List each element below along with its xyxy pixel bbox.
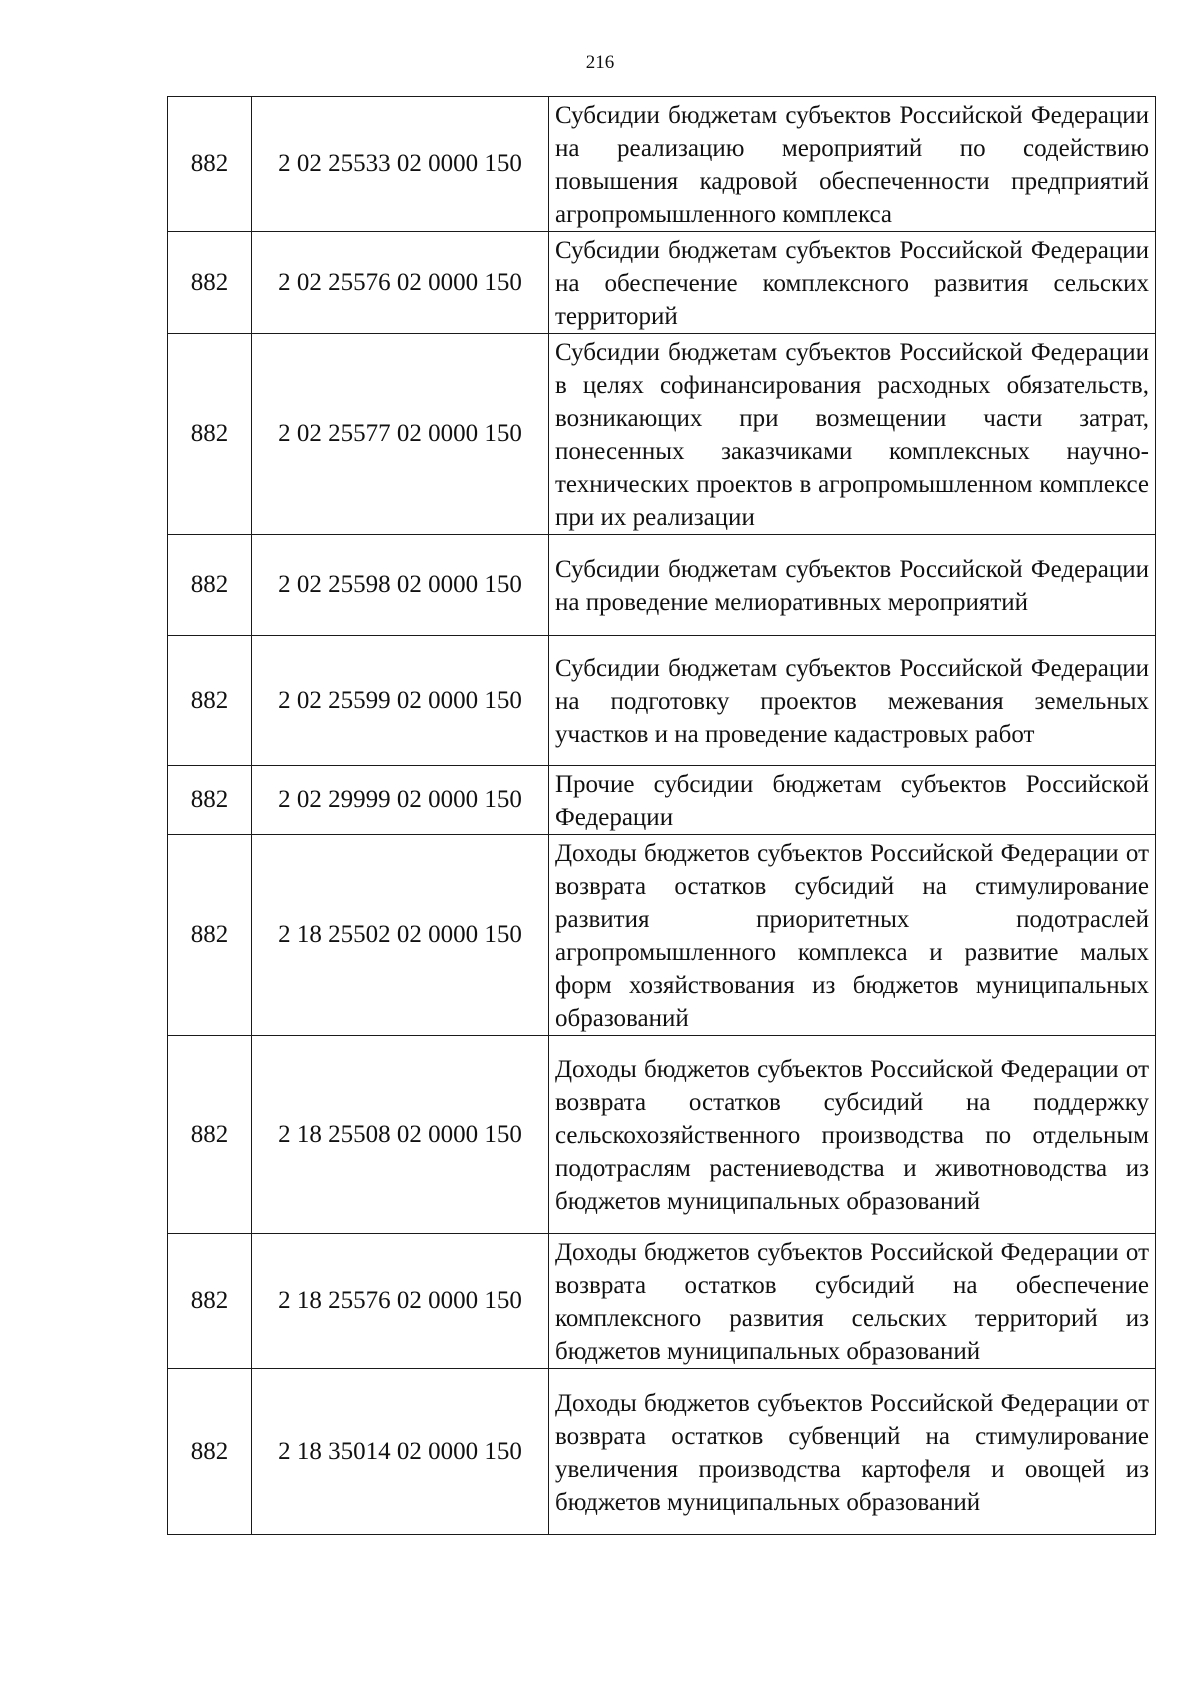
description-cell xyxy=(549,835,1156,1036)
description-cell xyxy=(549,1234,1156,1369)
income-code-cell: 2 02 25598 02 0000 150 xyxy=(252,535,549,636)
description-text: Субсидии бюджетам субъектов Российской Федерации на подготовку проектов межевания земельных участков и на проведение кадастровых работ xyxy=(555,655,1149,748)
description-cell xyxy=(549,1369,1156,1535)
description-cell xyxy=(549,232,1156,334)
description-cell xyxy=(549,334,1156,535)
description-cell xyxy=(549,766,1156,835)
admin-code-cell: 882 xyxy=(168,232,252,334)
table-row xyxy=(168,535,1156,636)
description-text: Доходы бюджетов субъектов Российской Федерации от возврата остатков субсидий на поддержку сельскохозяйственного производства по отдельным подотраслям растениеводства и животноводства из бюджетов муниципальных образований xyxy=(555,1056,1149,1215)
income-code-cell: 2 18 25502 02 0000 150 xyxy=(252,835,549,1036)
admin-code-cell: 882 xyxy=(168,636,252,766)
table-row xyxy=(168,766,1156,835)
description-text: Субсидии бюджетам субъектов Российской Федерации в целях софинансирования расходных обязательств, возникающих при возмещении части затрат, понесенных заказчиками комплексных научно-технических проектов в агропромышленном комплексе при их реализации xyxy=(555,339,1149,531)
description-text: Субсидии бюджетам субъектов Российской Федерации на обеспечение комплексного развития сельских территорий xyxy=(555,237,1149,330)
income-code-cell: 2 18 35014 02 0000 150 xyxy=(252,1369,549,1535)
description-text: Доходы бюджетов субъектов Российской Федерации от возврата остатков субсидий на обеспечение комплексного развития сельских территорий из бюджетов муниципальных образований xyxy=(555,1239,1149,1365)
description-cell xyxy=(549,636,1156,766)
table-row xyxy=(168,835,1156,1036)
table-row xyxy=(168,636,1156,766)
table-row xyxy=(168,1234,1156,1369)
description-cell xyxy=(549,1036,1156,1234)
description-text: Доходы бюджетов субъектов Российской Федерации от возврата остатков субсидий на стимулирование развития приоритетных подотраслей агропромышленного комплекса и развитие малых форм хозяйствования из бюджетов муниципальных образований xyxy=(555,840,1149,1032)
table-row xyxy=(168,1036,1156,1234)
description-cell xyxy=(549,535,1156,636)
admin-code-cell: 882 xyxy=(168,766,252,835)
description-text: Субсидии бюджетам субъектов Российской Федерации на реализацию мероприятий по содействию повышения кадровой обеспеченности предприятий агропромышленного комплекса xyxy=(555,102,1149,228)
admin-code-cell: 882 xyxy=(168,1234,252,1369)
admin-code-cell: 882 xyxy=(168,334,252,535)
income-code-cell: 2 02 29999 02 0000 150 xyxy=(252,766,549,835)
income-code-cell: 2 02 25576 02 0000 150 xyxy=(252,232,549,334)
income-codes-table xyxy=(167,96,1156,1535)
description-text: Прочие субсидии бюджетам субъектов Российской Федерации xyxy=(555,771,1149,831)
description-text: Доходы бюджетов субъектов Российской Федерации от возврата остатков субвенций на стимулирование увеличения производства картофеля и овощей из бюджетов муниципальных образований xyxy=(555,1389,1149,1516)
income-code-cell: 2 18 25508 02 0000 150 xyxy=(252,1036,549,1234)
admin-code-cell: 882 xyxy=(168,97,252,232)
description-text: Субсидии бюджетам субъектов Российской Федерации на проведение мелиоративных мероприятий xyxy=(555,556,1149,616)
admin-code-cell: 882 xyxy=(168,1036,252,1234)
admin-code-cell: 882 xyxy=(168,1369,252,1535)
page-number: 216 xyxy=(585,52,615,73)
admin-code-cell: 882 xyxy=(168,535,252,636)
description-cell xyxy=(549,97,1156,232)
income-code-cell: 2 18 25576 02 0000 150 xyxy=(252,1234,549,1369)
income-code-cell: 2 02 25577 02 0000 150 xyxy=(252,334,549,535)
table-row xyxy=(168,97,1156,232)
table-row xyxy=(168,1369,1156,1535)
table-row xyxy=(168,334,1156,535)
table-row xyxy=(168,232,1156,334)
income-code-cell: 2 02 25599 02 0000 150 xyxy=(252,636,549,766)
admin-code-cell: 882 xyxy=(168,835,252,1036)
income-code-cell: 2 02 25533 02 0000 150 xyxy=(252,97,549,232)
